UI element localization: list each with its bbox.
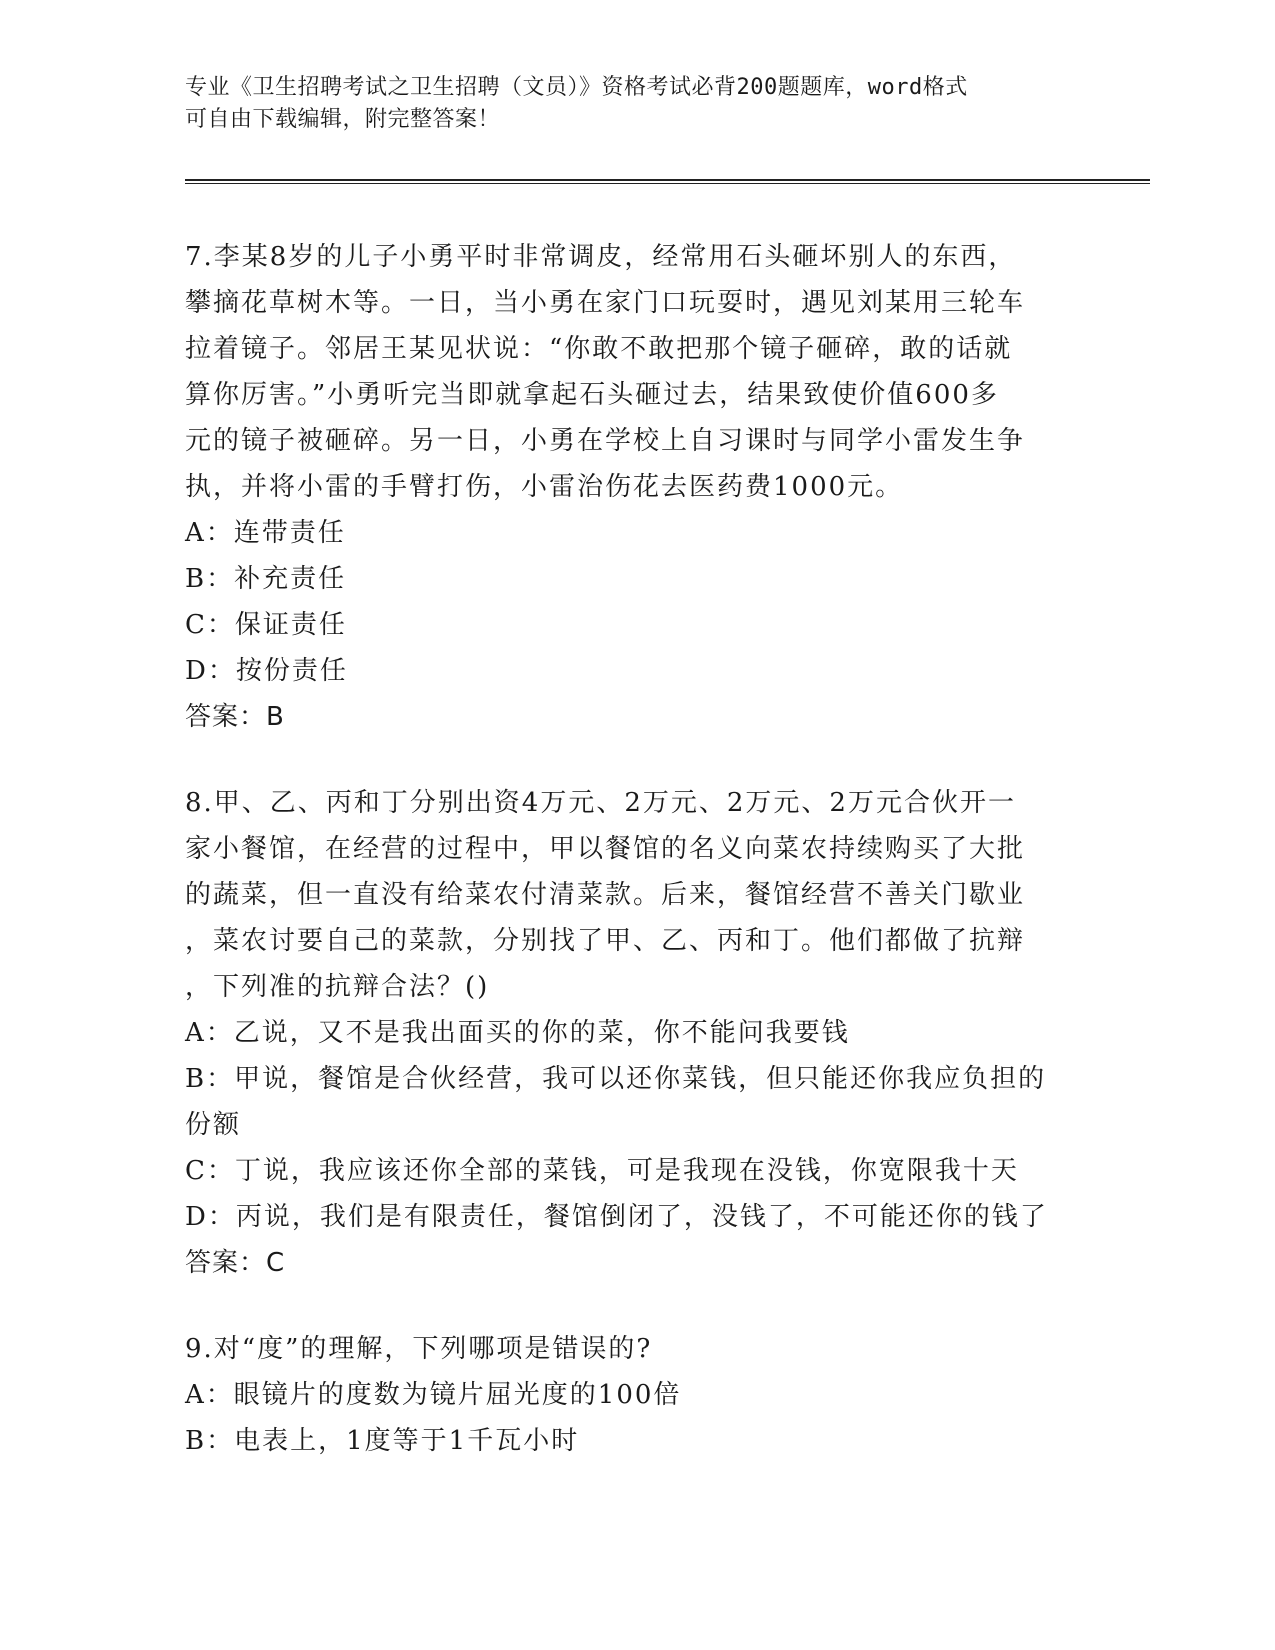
option-d: D：按份责任	[185, 656, 348, 686]
document-header	[185, 72, 1085, 136]
question-text-line: 9.对“度”的理解，下列哪项是错误的?	[185, 1334, 653, 1364]
answer-label: 答案：B	[185, 702, 285, 732]
question-text-line: 元的镜子被砸碎。另一日，小勇在学校上自习课时与同学小雷发生争	[185, 426, 1026, 456]
question-8	[185, 780, 1085, 1286]
option-c: C：丁说，我应该还你全部的菜钱，可是我现在没钱，你宽限我十天	[185, 1156, 1019, 1186]
question-text-line: 算你厉害。”小勇听完当即就拿起石头砸过去，结果致使价值600多	[185, 380, 999, 410]
question-9	[185, 1326, 1085, 1464]
question-text-line: 攀摘花草树木等。一日，当小勇在家门口玩耍时，遇见刘某用三轮车	[185, 288, 1026, 318]
option-a: A：连带责任	[185, 518, 346, 548]
question-text-line: ，菜农讨要自己的菜款，分别找了甲、乙、丙和丁。他们都做了抗辩	[185, 926, 1026, 956]
option-a: A：眼镜片的度数为镜片屈光度的100倍	[185, 1380, 682, 1410]
option-b: B：补充责任	[185, 564, 347, 594]
question-text-line: 拉着镜子。邻居王某见状说：“你敢不敢把那个镜子砸碎，敢的话就	[185, 334, 1013, 364]
option-a: A：乙说，又不是我出面买的你的菜，你不能问我要钱	[185, 1018, 850, 1048]
header-line-2: 可自由下载编辑，附完整答案！	[185, 107, 501, 132]
header-line-1: 专业《卫生招聘考试之卫生招聘（文员）》资格考试必背200题题库，word格式	[185, 75, 968, 100]
question-text-line: 执，并将小雷的手臂打伤，小雷治伤花去医药费1000元。	[185, 472, 904, 502]
question-list	[185, 234, 1085, 1464]
option-b: B：电表上，1度等于1千瓦小时	[185, 1426, 580, 1456]
question-text-line: ，下列准的抗辩合法？()	[185, 972, 490, 1002]
question-text-line: 7.李某8岁的儿子小勇平时非常调皮，经常用石头砸坏别人的东西，	[185, 242, 1017, 272]
header-rule-thin	[185, 183, 1150, 184]
option-b-continued: 份额	[185, 1110, 242, 1140]
option-b: B：甲说，餐馆是合伙经营，我可以还你菜钱，但只能还你我应负担的	[185, 1064, 1047, 1094]
question-spacer	[185, 740, 1085, 780]
question-text-line: 8.甲、乙、丙和丁分别出资4万元、2万元、2万元、2万元合伙开一	[185, 788, 1016, 818]
question-spacer	[185, 1286, 1085, 1326]
question-7	[185, 234, 1085, 740]
option-d: D：丙说，我们是有限责任，餐馆倒闭了，没钱了，不可能还你的钱了	[185, 1202, 1048, 1232]
question-text-line: 家小餐馆，在经营的过程中，甲以餐馆的名义向菜农持续购买了大批	[185, 834, 1026, 864]
answer-label: 答案：C	[185, 1248, 286, 1278]
question-text-line: 的蔬菜，但一直没有给菜农付清菜款。后来，餐馆经营不善关门歇业	[185, 880, 1026, 910]
option-c: C：保证责任	[185, 610, 347, 640]
header-rule-thick	[185, 179, 1150, 181]
